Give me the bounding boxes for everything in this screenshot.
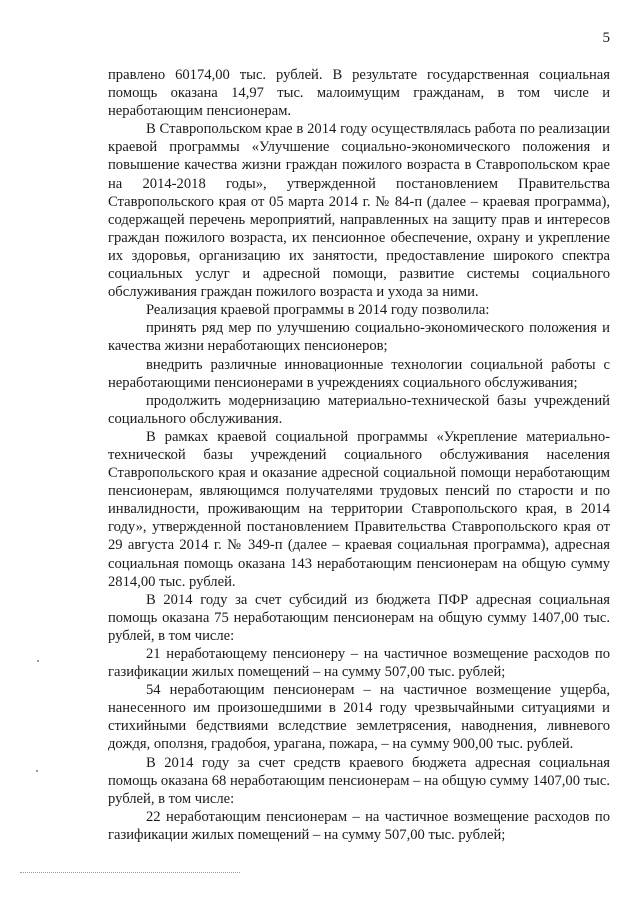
- paragraph-regional-program: В Ставропольском крае в 2014 году осуществлялась работа по реализации краевой программы «Улучшение социально-экономического положения и повышение качества жизни граждан пожилого возраста в Ставропольском крае на 2014-2018 годы», утвержденной постановлением Правительства Ставропольского края от 05 марта 2014 г. № 84-п (далее – краевая программа), содержащей перечень мероприятий, направленных на защиту прав и интересов граждан пожилого возраста, их пенсионное обеспечение, охрану и укрепление их здоровья, организацию их занятости, предоставление широкого спектра социальных услуг и адресной помощи, развитие системы социального обслуживания граждан пожилого возраста и ухода за ними.: [108, 121, 610, 301]
- page-number: 5: [602, 30, 610, 46]
- scan-speck: [37, 660, 39, 662]
- paragraph-result-measures: принять ряд мер по улучшению социально-экономического положения и качества жизни неработающих пенсионеров;: [108, 320, 610, 355]
- paragraph-continuation: правлено 60174,00 тыс. рублей. В результате государственная социальная помощь оказана 14,97 тыс. малоимущим гражданам, в том числе и неработающим пенсионерам.: [108, 67, 610, 120]
- paragraph-result-modernization: продолжить модернизацию материально-технической базы учреждений социального обслуживания.: [108, 392, 610, 427]
- footer-divider: [20, 872, 240, 873]
- paragraph-gasification-pfr: 21 неработающему пенсионеру – на частичное возмещение расходов по газификации жилых помещений – на сумму 507,00 тыс. рублей;: [108, 646, 610, 681]
- scan-speck: [36, 770, 38, 772]
- paragraph-gasification-regional: 22 неработающим пенсионерам – на частичное возмещение расходов по газификации жилых помещений – на сумму 507,00 тыс. рублей;: [108, 808, 610, 843]
- paragraph-social-program: В рамках краевой социальной программы «Укрепление материально-технической базы учреждений социального обслуживания населения Ставропольского края и оказание адресной социальной помощи неработающим пенсионерам, являющимся получателями трудовых пенсий по старости и по инвалидности, проживающим на территории Ставропольского края, в 2014 году», утвержденной постановлением Правительства Ставропольского края от 29 августа 2014 г. № 349-п (далее – краевая социальная программа), адресная социальная помощь оказана 143 неработающим пенсионерам на общую сумму 2814,00 тыс. рублей.: [108, 428, 610, 590]
- paragraph-result-innovations: внедрить различные инновационные технологии социальной работы с неработающими пенсионерами в учреждениях социального обслуживания;: [108, 356, 610, 391]
- body-text: [108, 66, 610, 844]
- paragraph-pfr-subsidies: В 2014 году за счет субсидий из бюджета ПФР адресная социальная помощь оказана 75 неработающим пенсионерам на общую сумму 1407,00 тыс. рублей, в том числе:: [108, 591, 610, 644]
- paragraph-disaster-damage: 54 неработающим пенсионерам – на частичное возмещение ущерба, нанесенного им произошедшими в 2014 году чрезвычайными ситуациями и стихийными бедствиями вследствие землетрясения, наводнения, ливневого дождя, оползня, градобоя, урагана, пожара, – на сумму 900,00 тыс. рублей.: [108, 682, 610, 753]
- paragraph-program-results-intro: Реализация краевой программы в 2014 году позволила:: [146, 302, 490, 319]
- paragraph-regional-budget: В 2014 году за счет средств краевого бюджета адресная социальная помощь оказана 68 неработающим пенсионерам – на общую сумму 1407,00 тыс. рублей, в том числе:: [108, 754, 610, 807]
